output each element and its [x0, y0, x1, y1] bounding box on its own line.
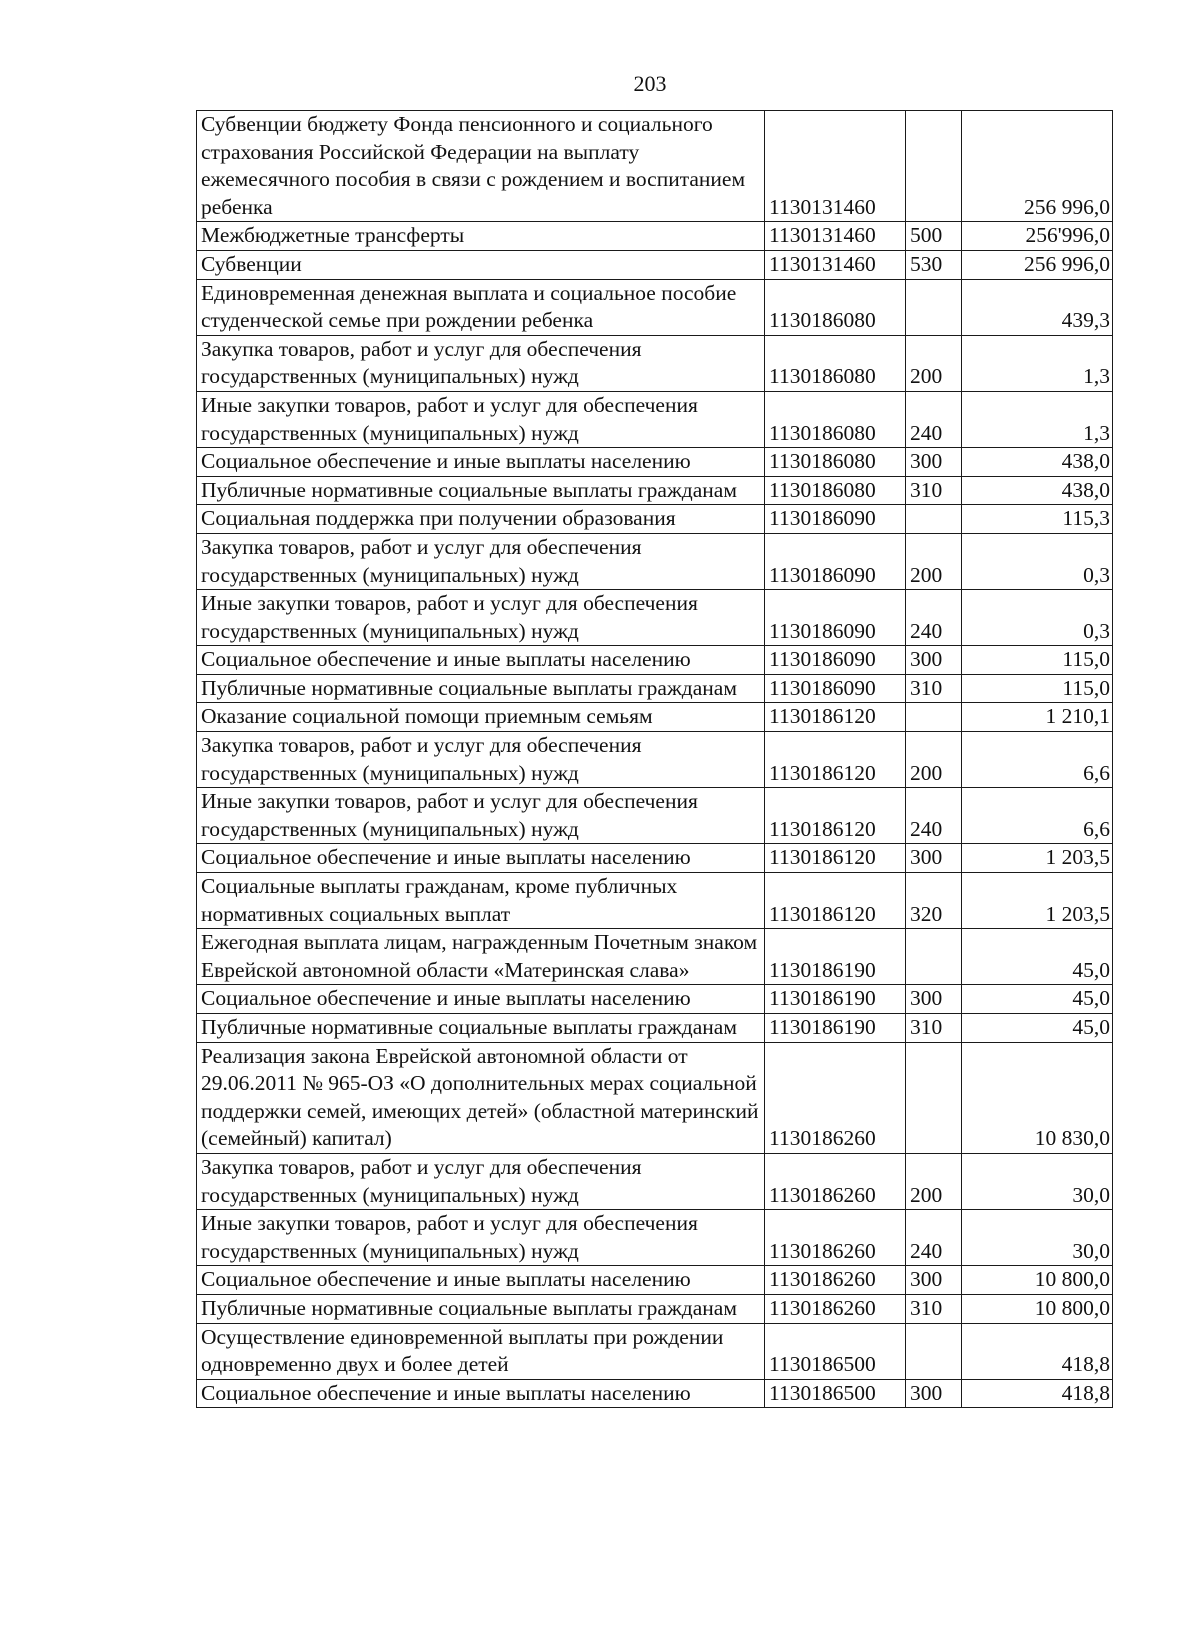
expense-type-cell [906, 1323, 962, 1379]
amount-cell: 0,3 [962, 590, 1113, 646]
row-name-cell: Социальное обеспечение и иные выплаты населению [197, 985, 765, 1014]
row-name-cell: Социальные выплаты гражданам, кроме публичных нормативных социальных выплат [197, 873, 765, 929]
target-article-code-cell: 1130186120 [765, 873, 906, 929]
row-name-cell: Закупка товаров, работ и услуг для обеспечения государственных (муниципальных) нужд [197, 1153, 765, 1209]
expense-type-cell [906, 111, 962, 222]
expense-type-cell: 500 [906, 222, 962, 251]
target-article-code-cell: 1130131460 [765, 222, 906, 251]
expense-type-cell [906, 505, 962, 534]
table-row [197, 844, 1113, 873]
row-name-cell: Субвенции бюджету Фонда пенсионного и социального страхования Российской Федерации на выплату ежемесячного пособия в связи с рождением и воспитанием ребенка [197, 111, 765, 222]
amount-cell: 115,3 [962, 505, 1113, 534]
expense-type-cell: 240 [906, 590, 962, 646]
table-row [197, 788, 1113, 844]
amount-cell: 438,0 [962, 448, 1113, 477]
table-row [197, 448, 1113, 477]
expense-type-cell: 530 [906, 250, 962, 279]
expense-type-cell: 320 [906, 873, 962, 929]
amount-cell: 45,0 [962, 985, 1113, 1014]
table-row [197, 111, 1113, 222]
expense-type-cell: 310 [906, 476, 962, 505]
target-article-code-cell: 1130186120 [765, 703, 906, 732]
row-name-cell: Иные закупки товаров, работ и услуг для обеспечения государственных (муниципальных) нужд [197, 788, 765, 844]
expense-type-cell: 300 [906, 448, 962, 477]
target-article-code-cell: 1130186120 [765, 788, 906, 844]
row-name-cell: Закупка товаров, работ и услуг для обеспечения государственных (муниципальных) нужд [197, 335, 765, 391]
row-name-cell: Социальное обеспечение и иные выплаты населению [197, 844, 765, 873]
target-article-code-cell: 1130186260 [765, 1210, 906, 1266]
table-row [197, 476, 1113, 505]
amount-cell: 6,6 [962, 788, 1113, 844]
amount-cell: 10 830,0 [962, 1042, 1113, 1153]
row-name-cell: Публичные нормативные социальные выплаты гражданам [197, 476, 765, 505]
table-row [197, 929, 1113, 985]
row-name-cell: Субвенции [197, 250, 765, 279]
expense-type-cell: 200 [906, 335, 962, 391]
row-name-cell: Оказание социальной помощи приемным семьям [197, 703, 765, 732]
amount-cell: 1 203,5 [962, 873, 1113, 929]
table-row [197, 674, 1113, 703]
target-article-code-cell: 1130186260 [765, 1042, 906, 1153]
row-name-cell: Единовременная денежная выплата и социальное пособие студенческой семье при рождении ребенка [197, 279, 765, 335]
expense-type-cell: 200 [906, 533, 962, 589]
row-name-cell: Социальное обеспечение и иные выплаты населению [197, 1266, 765, 1295]
target-article-code-cell: 1130186080 [765, 335, 906, 391]
row-name-cell: Иные закупки товаров, работ и услуг для обеспечения государственных (муниципальных) нужд [197, 590, 765, 646]
target-article-code-cell: 1130186190 [765, 985, 906, 1014]
page-number: 203 [633, 71, 667, 96]
amount-cell: 438,0 [962, 476, 1113, 505]
expense-type-cell [906, 279, 962, 335]
expense-type-cell [906, 1042, 962, 1153]
table-row [197, 985, 1113, 1014]
target-article-code-cell: 1130186090 [765, 590, 906, 646]
amount-cell: 1,3 [962, 335, 1113, 391]
table-row [197, 222, 1113, 251]
row-name-cell: Реализация закона Еврейской автономной области от 29.06.2011 № 965-ОЗ «О дополнительных мерах социальной поддержки семей, имеющих детей» (областной материнский (семейный) капитал) [197, 1042, 765, 1153]
amount-cell: 0,3 [962, 533, 1113, 589]
expense-type-cell: 300 [906, 844, 962, 873]
table-row [197, 1266, 1113, 1295]
target-article-code-cell: 1130131460 [765, 111, 906, 222]
table-row [197, 873, 1113, 929]
expense-type-cell: 240 [906, 788, 962, 844]
table-row [197, 646, 1113, 675]
target-article-code-cell: 1130186080 [765, 476, 906, 505]
target-article-code-cell: 1130186190 [765, 1014, 906, 1043]
amount-cell: 256 996,0 [962, 250, 1113, 279]
amount-cell: 115,0 [962, 674, 1113, 703]
amount-cell: 1 203,5 [962, 844, 1113, 873]
table-row [197, 703, 1113, 732]
table-row [197, 1210, 1113, 1266]
amount-cell: 45,0 [962, 1014, 1113, 1043]
expense-type-cell: 300 [906, 1266, 962, 1295]
row-name-cell: Осуществление единовременной выплаты при рождении одновременно двух и более детей [197, 1323, 765, 1379]
target-article-code-cell: 1130186080 [765, 448, 906, 477]
table-row [197, 533, 1113, 589]
expense-type-cell: 300 [906, 985, 962, 1014]
row-name-cell: Социальная поддержка при получении образования [197, 505, 765, 534]
amount-cell: 115,0 [962, 646, 1113, 675]
target-article-code-cell: 1130186260 [765, 1294, 906, 1323]
amount-cell: 45,0 [962, 929, 1113, 985]
table-row [197, 1323, 1113, 1379]
table-row [197, 732, 1113, 788]
table-row [197, 1153, 1113, 1209]
row-name-cell: Иные закупки товаров, работ и услуг для обеспечения государственных (муниципальных) нужд [197, 391, 765, 447]
target-article-code-cell: 1130131460 [765, 250, 906, 279]
expense-type-cell: 300 [906, 1379, 962, 1408]
target-article-code-cell: 1130186080 [765, 279, 906, 335]
expense-type-cell: 200 [906, 1153, 962, 1209]
amount-cell: 1,3 [962, 391, 1113, 447]
target-article-code-cell: 1130186090 [765, 505, 906, 534]
target-article-code-cell: 1130186190 [765, 929, 906, 985]
table-row [197, 391, 1113, 447]
amount-cell: 30,0 [962, 1153, 1113, 1209]
amount-cell: 1 210,1 [962, 703, 1113, 732]
amount-cell: 30,0 [962, 1210, 1113, 1266]
amount-cell: 6,6 [962, 732, 1113, 788]
amount-cell: 10 800,0 [962, 1294, 1113, 1323]
expense-type-cell: 310 [906, 674, 962, 703]
expense-type-cell: 200 [906, 732, 962, 788]
table-row [197, 1379, 1113, 1408]
row-name-cell: Межбюджетные трансферты [197, 222, 765, 251]
expense-type-cell [906, 703, 962, 732]
row-name-cell: Ежегодная выплата лицам, награжденным Почетным знаком Еврейской автономной области «Материнская слава» [197, 929, 765, 985]
expense-type-cell [906, 929, 962, 985]
amount-cell: 439,3 [962, 279, 1113, 335]
target-article-code-cell: 1130186260 [765, 1266, 906, 1295]
table-row [197, 1014, 1113, 1043]
amount-cell: 418,8 [962, 1323, 1113, 1379]
row-name-cell: Социальное обеспечение и иные выплаты населению [197, 646, 765, 675]
table-row [197, 505, 1113, 534]
target-article-code-cell: 1130186500 [765, 1379, 906, 1408]
target-article-code-cell: 1130186120 [765, 844, 906, 873]
target-article-code-cell: 1130186090 [765, 533, 906, 589]
budget-table [196, 110, 1113, 1408]
row-name-cell: Публичные нормативные социальные выплаты гражданам [197, 674, 765, 703]
expense-type-cell: 310 [906, 1294, 962, 1323]
expense-type-cell: 300 [906, 646, 962, 675]
table-row [197, 1042, 1113, 1153]
row-name-cell: Иные закупки товаров, работ и услуг для обеспечения государственных (муниципальных) нужд [197, 1210, 765, 1266]
target-article-code-cell: 1130186080 [765, 391, 906, 447]
row-name-cell: Закупка товаров, работ и услуг для обеспечения государственных (муниципальных) нужд [197, 533, 765, 589]
row-name-cell: Закупка товаров, работ и услуг для обеспечения государственных (муниципальных) нужд [197, 732, 765, 788]
row-name-cell: Публичные нормативные социальные выплаты гражданам [197, 1294, 765, 1323]
row-name-cell: Социальное обеспечение и иные выплаты населению [197, 448, 765, 477]
target-article-code-cell: 1130186500 [765, 1323, 906, 1379]
row-name-cell: Публичные нормативные социальные выплаты гражданам [197, 1014, 765, 1043]
target-article-code-cell: 1130186260 [765, 1153, 906, 1209]
budget-table-body [197, 111, 1113, 1408]
amount-cell: 256 996,0 [962, 111, 1113, 222]
target-article-code-cell: 1130186090 [765, 646, 906, 675]
table-row [197, 1294, 1113, 1323]
expense-type-cell: 240 [906, 1210, 962, 1266]
target-article-code-cell: 1130186090 [765, 674, 906, 703]
row-name-cell: Социальное обеспечение и иные выплаты населению [197, 1379, 765, 1408]
table-row [197, 335, 1113, 391]
table-row [197, 279, 1113, 335]
amount-cell: 256'996,0 [962, 222, 1113, 251]
amount-cell: 418,8 [962, 1379, 1113, 1408]
expense-type-cell: 240 [906, 391, 962, 447]
amount-cell: 10 800,0 [962, 1266, 1113, 1295]
table-row [197, 250, 1113, 279]
target-article-code-cell: 1130186120 [765, 732, 906, 788]
expense-type-cell: 310 [906, 1014, 962, 1043]
table-row [197, 590, 1113, 646]
